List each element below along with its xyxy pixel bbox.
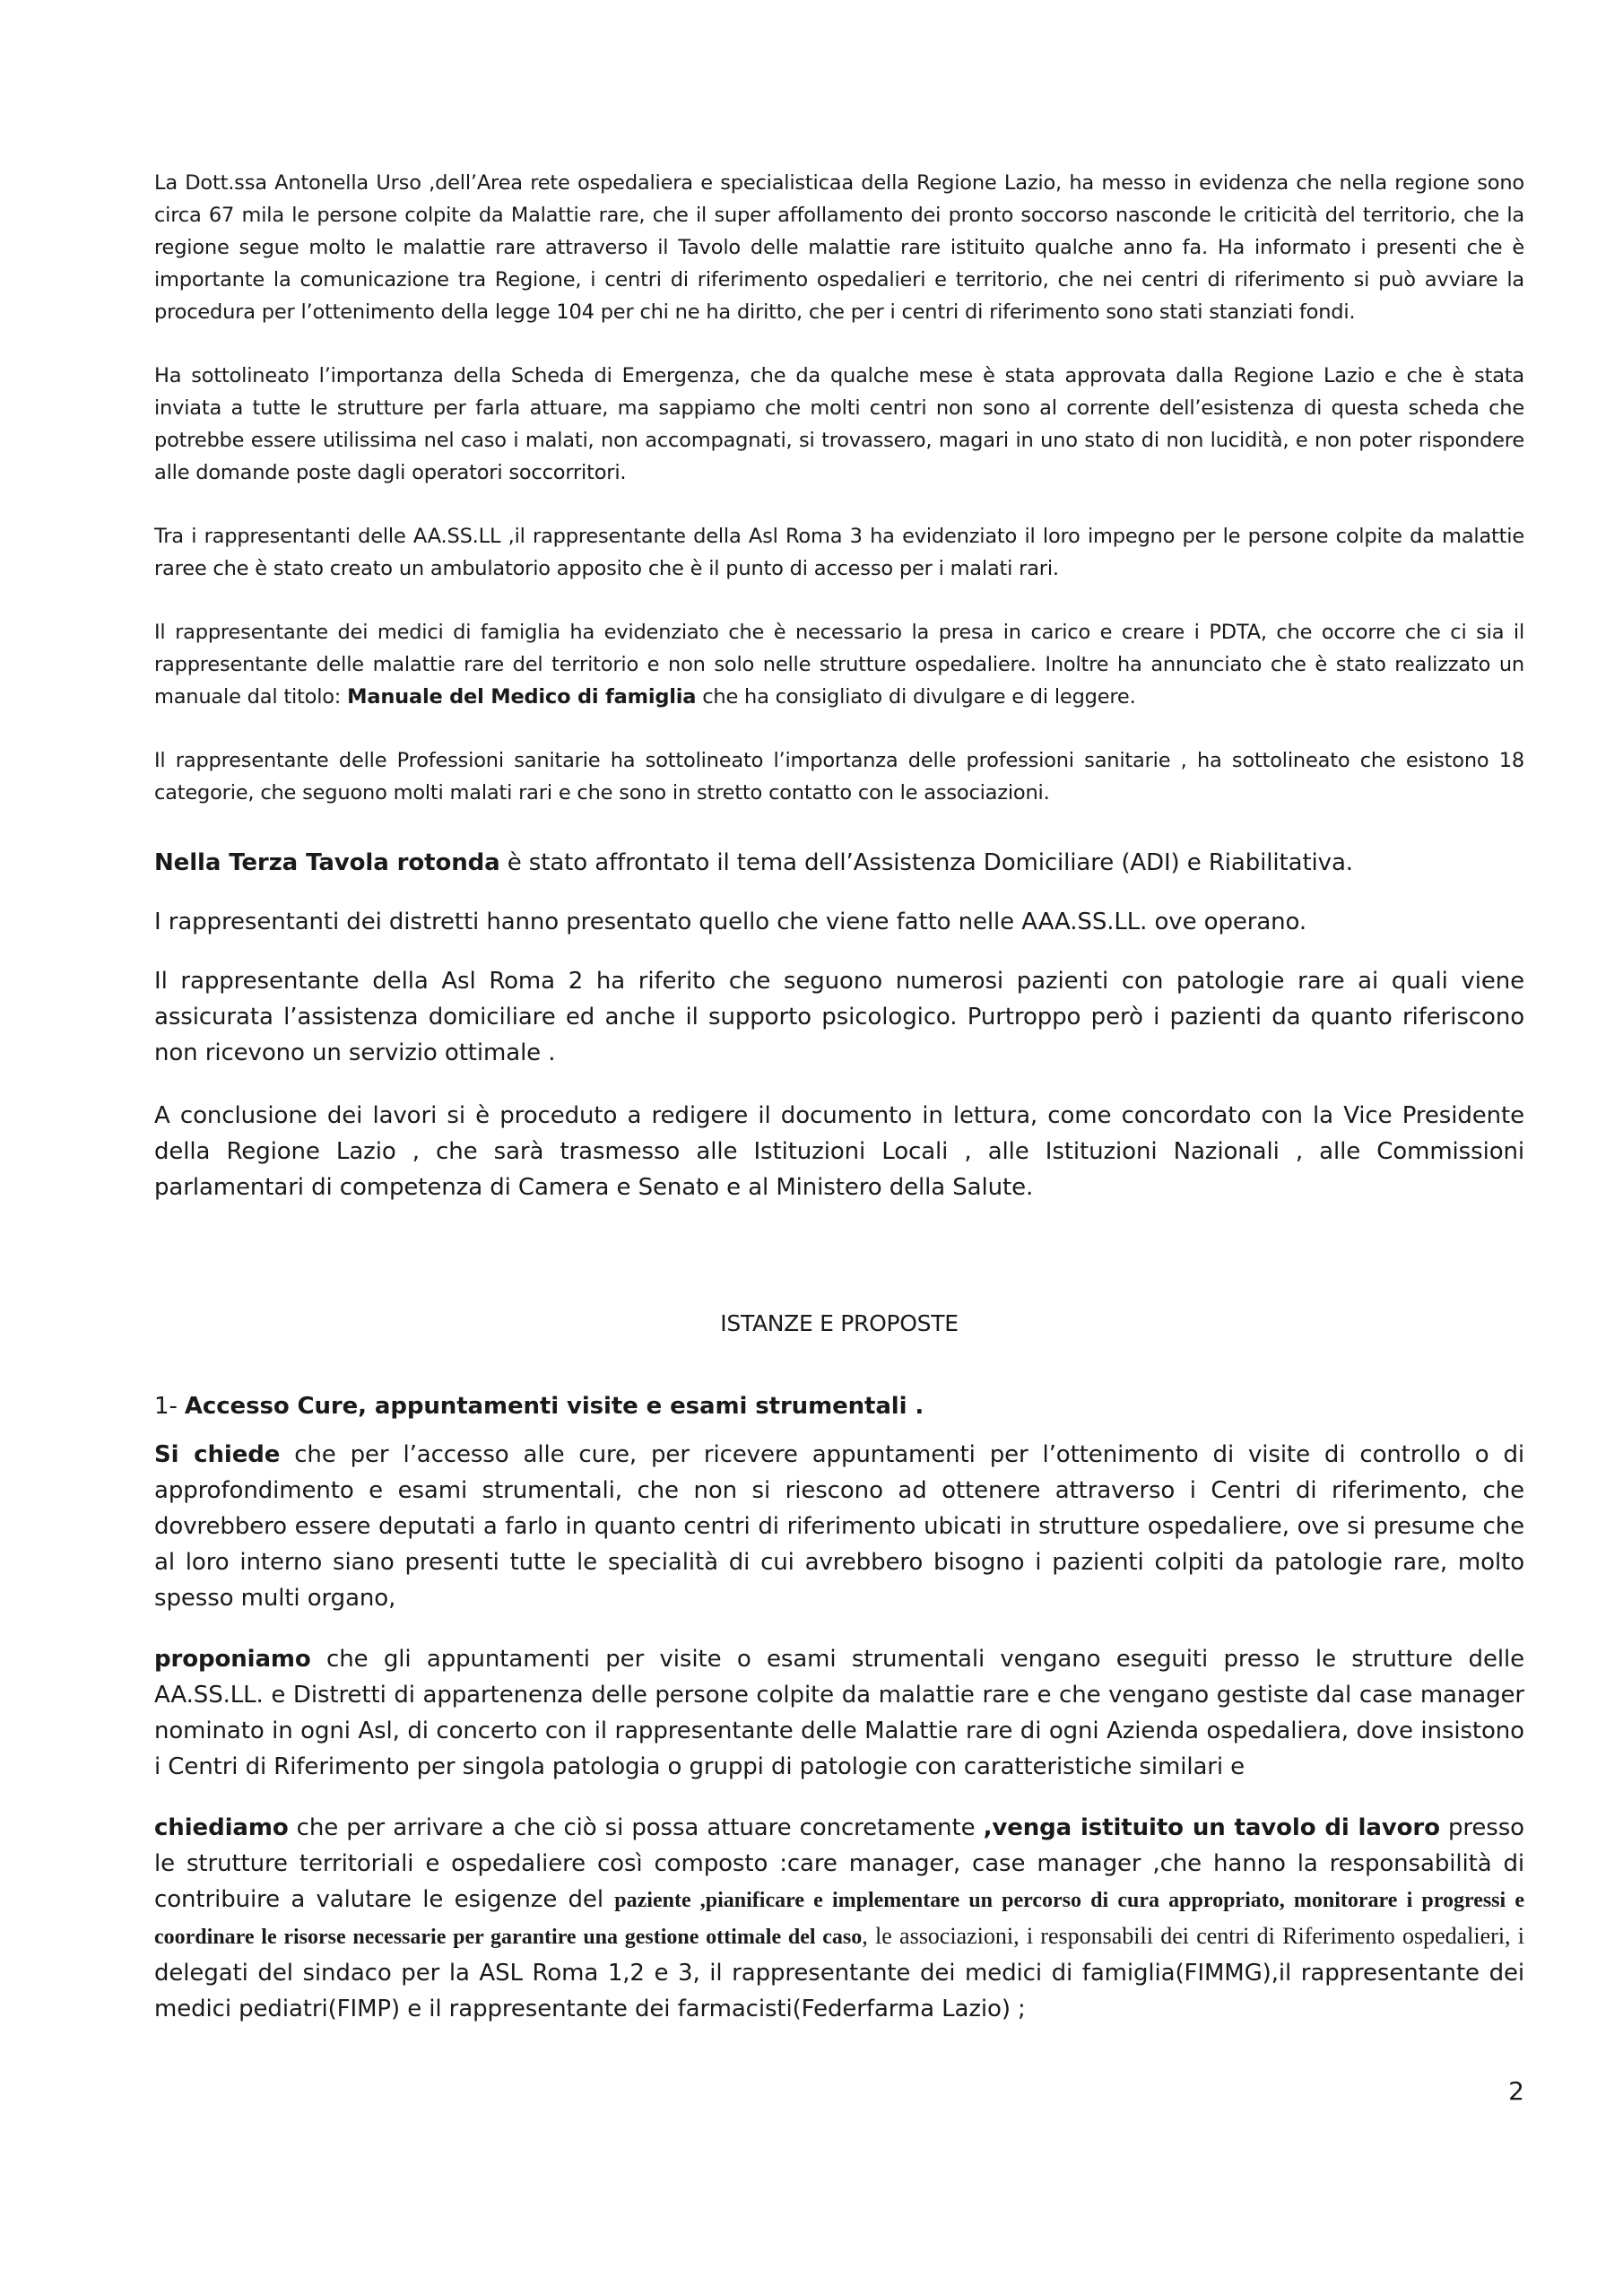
paragraph-medici-famiglia: [154, 616, 1524, 713]
text-run: che per l’accesso alle cure, per ricevere appuntamenti per l’ottenimento di visite di controllo o di approfondimento e esami strumentali, che non si riescono ad ottenere attraverso i Centri di riferimento, che dovrebbero essere deputati a farlo in quanto centri di riferimento ubicati in strutture ospedaliere, ove si presume che al loro interno siano presenti tutte le specialità di cui avrebbero bisogno i pazienti colpiti da patologie rare, molto spesso multi organo,: [154, 1441, 1524, 1612]
paragraph-si-chiede: [154, 1437, 1524, 1616]
text-run: che ha consigliato di divulgare e di leggere.: [696, 685, 1136, 709]
serif-bold-run: paziente ,pianificare e implementare un percorso di cura appropriato, monitorare i progressi e coordinare le risorse necessarie per garantire una gestione ottimale del caso: [154, 1889, 1525, 1949]
text-run: Il rappresentante dei medici di famiglia ha evidenziato che è necessario la presa in carico e creare i PDTA, che occorre che ci sia il rappresentante delle malattie rare del territorio e non solo nelle strutture ospedaliere. Inoltre ha annunciato che è stato realizzato un manuale dal titolo:: [154, 621, 1524, 709]
paragraph-asl-roma3: Tra i rappresentanti delle AA.SS.LL ,il rappresentante della Asl Roma 3 ha evidenziato il loro impegno per le persone colpite da malattie raree che è stato creato un ambulatorio apposito che è il punto di accesso per i malati rari.: [154, 525, 1524, 580]
bold-run: proponiamo: [154, 1646, 311, 1673]
manual-title: Manuale del Medico di famiglia: [347, 685, 697, 709]
paragraph-proponiamo: [154, 1641, 1524, 1785]
paragraph-terza-tavola: [154, 845, 1524, 881]
bold-run: chiediamo: [154, 1814, 289, 1841]
paragraph-distretti: I rappresentanti dei distretti hanno presentato quello che viene fatto nelle AAA.SS.LL. ove operano.: [154, 909, 1307, 935]
paragraph-chiediamo: [154, 1810, 1524, 2027]
text-run: è stato affrontato il tema dell’Assistenza Domiciliare (ADI) e Riabilitativa.: [499, 849, 1353, 876]
paragraph-scheda-emergenza: Ha sottolineato l’importanza della Scheda di Emergenza, che da qualche mese è stata approvata dalla Regione Lazio e che è stata inviata a tutte le strutture per farla attuare, ma sappiamo che molti centri non sono al corrente dell’esistenza di questa scheda che potrebbe essere utilissima nel caso i malati, non accompagnati, si trovassero, magari in uno stato di non lucidità, e non poter rispondere alle domande poste dagli operatori soccorritori.: [154, 364, 1524, 484]
text-run: delegati del sindaco per la ASL Roma 1,2 e 3, il rappresentante dei medici di famiglia(FIMMG),il rappresentante dei medici pediatri(FIMP) e il rappresentante dei farmacisti(Federfarma Lazio) ;: [154, 1960, 1524, 2022]
paragraph-asl-roma2: Il rappresentante della Asl Roma 2 ha riferito che seguono numerosi pazienti con patologie rare ai quali viene assicurata l’assistenza domiciliare ed anche il supporto psicologico. Purtroppo però i pazienti da quanto riferiscono non ricevono un servizio ottimale .: [154, 968, 1524, 1066]
paragraph-conclusione: A conclusione dei lavori si è proceduto a redigere il documento in lettura, come concordato con la Vice Presidente della Regione Lazio , che sarà trasmesso alle Istituzioni Locali , alle Istituzioni Nazionali , alle Commissioni parlamentari di competenza di Camera e Senato e al Ministero della Salute.: [154, 1102, 1524, 1201]
item-title: Accesso Cure, appuntamenti visite e esami strumentali .: [184, 1393, 924, 1420]
bold-run: ,venga istituito un tavolo di lavoro: [983, 1814, 1440, 1841]
item-heading: [154, 1388, 1524, 1424]
bold-run: Nella Terza Tavola rotonda: [154, 849, 500, 876]
text-run: che per arrivare a che ciò si possa attuare concretamente: [288, 1814, 984, 1841]
bold-run: Si chiede: [154, 1441, 281, 1468]
paragraph-professioni-sanitarie: Il rappresentante delle Professioni sanitarie ha sottolineato l’importanza delle professioni sanitarie , ha sottolineato che esistono 18 categorie, che seguono molti malati rari e che sono in stretto contatto con le associazioni.: [154, 749, 1524, 804]
page-number: 2: [1508, 2076, 1524, 2106]
text-run: presso le strutture territoriali e ospedaliere così composto :care manager, case manager ,che hanno la responsabilità di contribuire a valutare le esigenze del: [154, 1814, 1524, 1913]
paragraph-urso: La Dott.ssa Antonella Urso ,dell’Area rete ospedaliera e specialisticaa della Regione Lazio, ha messo in evidenza che nella regione sono circa 67 mila le persone colpite da Malattie rare, che il super affollamento dei pronto soccorso nasconde le criticità del territorio, che la regione segue molto le malattie rare attraverso il Tavolo delle malattie rare istituito qualche anno fa. Ha informato i presenti che è importante la comunicazione tra Regione, i centri di riferimento ospedalieri e territorio, che nei centri di riferimento si può avviare la procedura per l’ottenimento della legge 104 per chi ne ha diritto, che per i centri di riferimento sono stati stanziati fondi.: [154, 171, 1524, 324]
serif-run: , le associazioni, i responsabili dei centri di Riferimento ospedalieri, i: [862, 1923, 1525, 1949]
text-run: che gli appuntamenti per visite o esami strumentali vengano eseguiti presso le strutture delle AA.SS.LL. e Distretti di appartenenza delle persone colpite da malattie rare e che vengano gestiste dal case manager nominato in ogni Asl, di concerto con il rappresentante delle Malattie rare di ogni Azienda ospedaliera, dove insistono i Centri di Riferimento per singola patologia o gruppi di patologie con caratteristiche similari e: [154, 1646, 1524, 1780]
section-title: ISTANZE E PROPOSTE: [720, 1310, 959, 1336]
item-number: 1-: [154, 1393, 185, 1420]
document-body: [154, 167, 1524, 2027]
